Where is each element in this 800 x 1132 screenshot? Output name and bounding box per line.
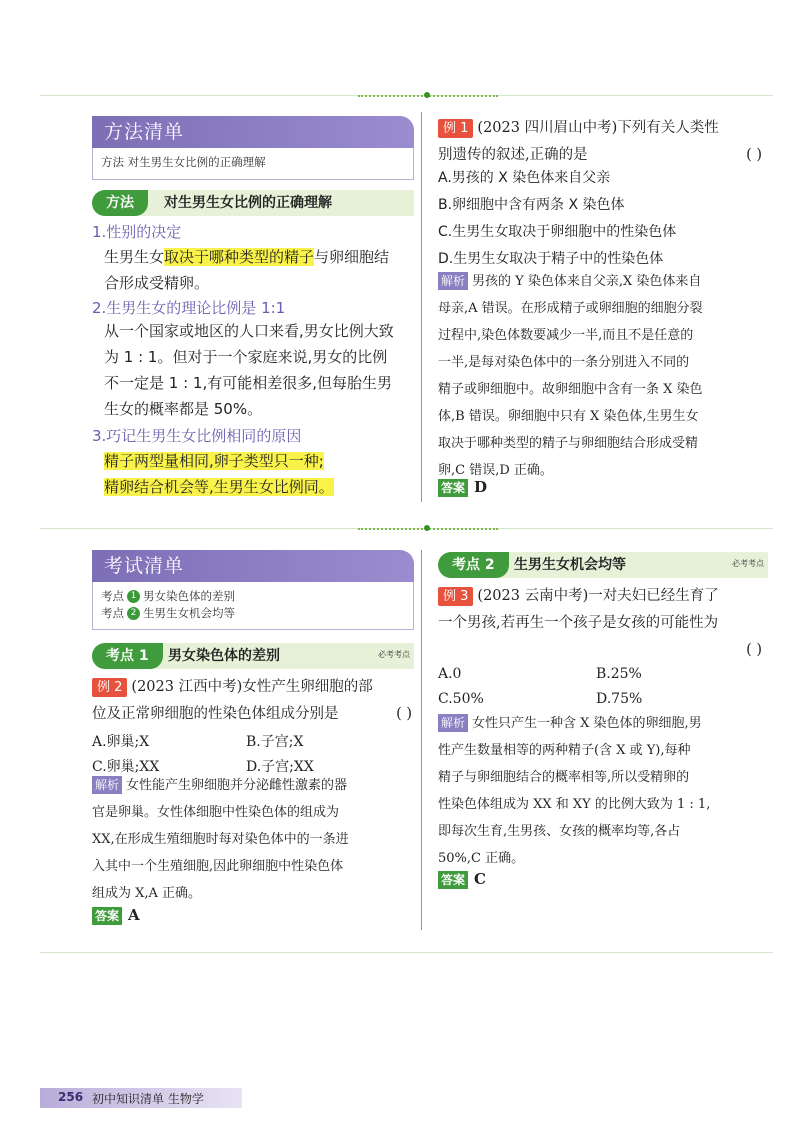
exam-item-2: 考点 2 生男生女机会均等	[101, 606, 235, 620]
example3-answer	[438, 870, 486, 889]
example1-option-c: C.生男生女取决于卵细胞中的性染色体	[438, 224, 677, 240]
method-heading-1: 1.性别的决定	[92, 223, 182, 241]
example2-analysis-line: 女性能产生卵细胞并分泌雌性激素的器	[126, 778, 348, 793]
example1-analysis-tag: 解析	[438, 272, 468, 290]
example1-q-line2: 别遗传的叙述,正确的是	[438, 147, 588, 163]
example2-q-line2: 位及正常卵细胞的性染色体组成分别是	[92, 706, 339, 722]
method-p2-line: 为 1 : 1。但对于一个家庭来说,男女的比例	[104, 348, 388, 366]
example1-tag: 例 1	[438, 119, 473, 138]
point1-must-tag: 必考考点	[378, 650, 410, 659]
page-number: 256	[58, 1090, 84, 1104]
method-p1-highlight: 取决于哪种类型的精子	[164, 248, 315, 266]
method-heading-2: 2.生男生女的理论比例是 1:1	[92, 299, 286, 317]
method-p2-line: 不一定是 1 : 1,有可能相差很多,但每胎生男	[104, 374, 392, 392]
exam-item-1: 考点 1 男女染色体的差别	[101, 589, 235, 603]
point2-tab-label: 考点 2	[438, 552, 509, 578]
method-heading-3: 3.巧记生男生女比例相同的原因	[92, 427, 302, 445]
example3-analysis-line: 性染色体组成为 XX 和 XY 的比例大致为 1 : 1,	[438, 797, 711, 812]
method-p1-b: 与卵细胞结	[314, 248, 390, 266]
example3-option-c: C.50%	[438, 691, 484, 707]
mid-divider-dot	[424, 525, 430, 531]
example1-analysis-line: 母亲,A 错误。在形成精子或卵细胞的细胞分裂	[438, 301, 703, 316]
method-banner	[92, 116, 414, 148]
example3-answer-paren: ( )	[746, 642, 762, 658]
point2-must-tag: 必考考点	[732, 559, 764, 568]
example2-analysis-line: 官是卵巢。女性体细胞中性染色体的组成为	[92, 805, 340, 820]
example3-answer-tag: 答案	[438, 871, 468, 889]
example1-answer-tag: 答案	[438, 479, 468, 497]
book-title: 初中知识清单 生物学	[92, 1092, 204, 1106]
example1-answer-paren: ( )	[746, 147, 762, 163]
method-paragraph-1	[104, 244, 414, 296]
example1-analysis-line: 体,B 错误。卵细胞中只有 X 染色体,生男生女	[438, 409, 699, 424]
example3-analysis	[438, 710, 768, 872]
example3-q-line2: 一个男孩,若再生一个孩子是女孩的可能性为	[438, 615, 719, 631]
column-divider-bottom	[421, 550, 422, 930]
method-banner-title: 方法清单	[104, 121, 185, 143]
method-tab-title: 对生男生女比例的正确理解	[164, 195, 332, 211]
example2-analysis-tag: 解析	[92, 776, 122, 794]
example1-question	[438, 115, 768, 169]
example1-analysis-line: 精子或卵细胞中。故卵细胞中含有一条 X 染色	[438, 382, 703, 397]
method-p2-line: 从一个国家或地区的人口来看,男女比例大致	[104, 322, 394, 340]
example1-option-a: A.男孩的 X 染色体来自父亲	[438, 170, 611, 186]
example1-analysis-line: 卵,C 错误,D 正确。	[438, 463, 553, 478]
example1-q-line1: (2023 四川眉山中考)下列有关人类性	[477, 120, 719, 136]
example1-analysis-line: 过程中,染色体数要减少一半,而且不是任意的	[438, 328, 694, 343]
example1-analysis-line: 取决于哪种类型的精子与卵细胞结合形成受精	[438, 436, 699, 451]
example3-analysis-line: 即每次生育,生男孩、女孩的概率均等,各占	[438, 824, 681, 839]
example3-analysis-line: 性产生数量相等的两种精子(含 X 或 Y),每种	[438, 743, 691, 758]
example3-answer-value: C	[474, 870, 486, 888]
example2-option-b: B.子宫;X	[246, 734, 304, 750]
example3-analysis-line: 女性只产生一种含 X 染色体的卵细胞,男	[472, 716, 702, 731]
method-tab-label: 方法	[92, 190, 148, 216]
example2-analysis-line: 入其中一个生殖细胞,因此卵细胞中性染色体	[92, 859, 344, 874]
example3-option-d: D.75%	[596, 691, 643, 707]
point2-tab-title: 生男生女机会均等	[514, 557, 626, 573]
bottom-divider	[40, 952, 773, 953]
example2-tag: 例 2	[92, 678, 127, 697]
example2-q-line1: (2023 江西中考)女性产生卵细胞的部	[131, 679, 373, 695]
exam-banner-box	[92, 582, 414, 630]
example2-option-d: D.子宫;XX	[246, 759, 314, 775]
example2-analysis	[92, 772, 414, 907]
method-tab	[92, 190, 414, 216]
top-divider-dot	[424, 92, 430, 98]
mnemonic-line-1: 精子两型量相同,卵子类型只一种;	[104, 452, 324, 470]
column-divider-top	[421, 112, 422, 502]
example1-answer-value: D	[474, 478, 488, 496]
example2-analysis-line: XX,在形成生殖细胞时每对染色体中的一条进	[92, 832, 349, 847]
example1-options	[438, 165, 768, 273]
example2-answer-paren: ( )	[396, 706, 412, 722]
example3-analysis-tag: 解析	[438, 714, 468, 732]
exam-item-2-number: 2	[127, 607, 140, 620]
exam-banner	[92, 550, 414, 582]
method-p1-a: 生男生女	[104, 248, 165, 266]
method-item: 方法 对生男生女比例的正确理解	[101, 155, 266, 169]
example3-q-line1: (2023 云南中考)一对夫妇已经生育了	[477, 588, 719, 604]
example1-option-b: B.卵细胞中含有两条 X 染色体	[438, 197, 625, 213]
method-p2-line: 生女的概率都是 50%。	[104, 400, 263, 418]
example2-answer-value: A	[128, 906, 140, 924]
example1-analysis-line: 一半,是每对染色体中的一条分别进入不同的	[438, 355, 690, 370]
example3-analysis-line: 50%,C 正确。	[438, 851, 525, 866]
mnemonic-line-2: 精卵结合机会等,生男生女比例同。	[104, 478, 334, 496]
example2-option-c: C.卵巢;XX	[92, 759, 160, 775]
example2-answer	[92, 906, 140, 925]
method-paragraph-2	[104, 318, 416, 422]
example3-tag: 例 3	[438, 587, 473, 606]
example1-option-d: D.生男生女取决于精子中的性染色体	[438, 251, 664, 267]
example2-question	[92, 674, 414, 728]
method-paragraph-3	[104, 448, 414, 500]
example1-answer	[438, 478, 487, 497]
method-p1-c: 合形成受精卵。	[104, 274, 210, 292]
exam-banner-title: 考试清单	[104, 555, 185, 577]
point1-tab-title: 男女染色体的差别	[168, 648, 280, 664]
example3-option-a: A.0	[438, 666, 462, 682]
example1-analysis	[438, 268, 768, 484]
example3-question	[438, 583, 768, 664]
point1-tab	[92, 643, 414, 669]
example2-option-a: A.卵巢;X	[92, 734, 150, 750]
point1-tab-label: 考点 1	[92, 643, 163, 669]
example3-analysis-line: 精子与卵细胞结合的概率相等,所以受精卵的	[438, 770, 690, 785]
method-banner-box	[92, 148, 414, 180]
example2-answer-tag: 答案	[92, 907, 122, 925]
example1-analysis-line: 男孩的 Y 染色体来自父亲,X 染色体来自	[472, 274, 702, 289]
exam-item-1-number: 1	[127, 590, 140, 603]
example3-option-b: B.25%	[596, 666, 642, 682]
example2-analysis-line: 组成为 X,A 正确。	[92, 886, 202, 901]
point2-tab	[438, 552, 768, 578]
